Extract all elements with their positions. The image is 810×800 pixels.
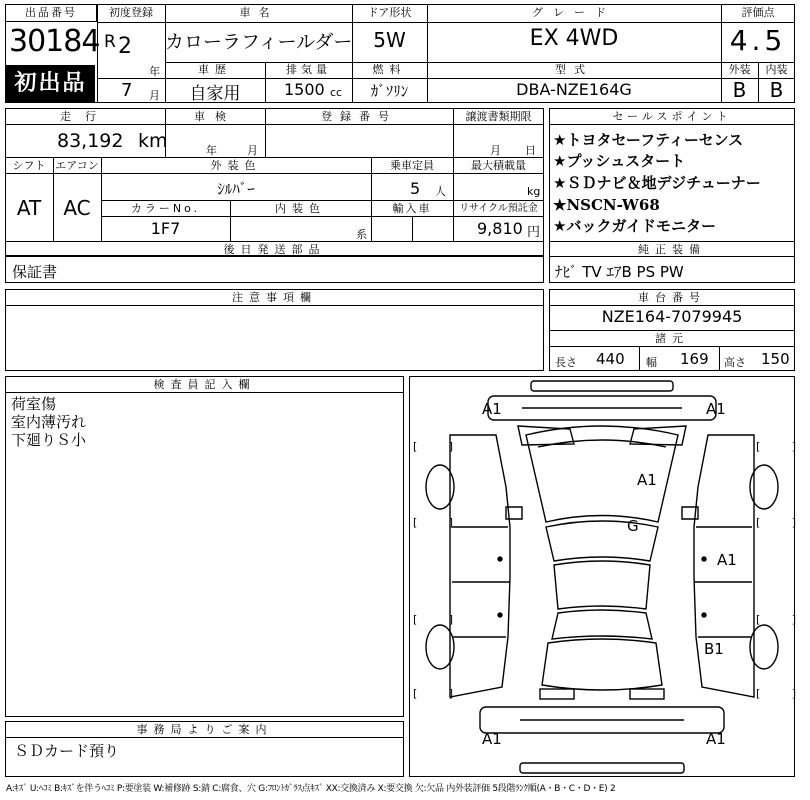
- color-no: 1F7: [150, 219, 181, 238]
- model-code-label: 型式: [555, 63, 593, 76]
- length-label: 長さ: [555, 356, 577, 369]
- reg-year-unit: 年: [149, 65, 160, 78]
- sales-point-3: ★ＳＤナビ＆地デジチューナー: [553, 174, 761, 192]
- inspector-line-1: 荷室傷: [11, 395, 57, 413]
- displacement: 1500: [284, 80, 325, 99]
- sales-point-2: ★プッシュスタート: [553, 152, 686, 170]
- transfer-day-unit: 日: [525, 144, 536, 157]
- bracket-right-1: [ ]: [756, 440, 810, 453]
- int-color-label: 内装色: [275, 202, 326, 215]
- equipment-value: ﾅﾋﾞ TV ｴｱB PS PW: [555, 263, 684, 281]
- ext-color-label: 外装色: [210, 159, 262, 172]
- bracket-left-4: [ ]: [413, 687, 468, 700]
- car-name: カローラフィールダー: [165, 31, 353, 53]
- capacity-unit: 人: [435, 185, 446, 198]
- mark-rear-right: B1: [704, 640, 724, 658]
- door-label: ドア形状: [367, 6, 412, 19]
- transfer-month-unit: 月: [490, 144, 501, 157]
- mark-rear-right-bottom: A1: [706, 730, 726, 748]
- bracket-left-3: [ ]: [413, 613, 468, 626]
- bracket-right-3: [ ]: [756, 613, 810, 626]
- reg-year: 2: [118, 34, 132, 59]
- recycle: 9,810: [477, 219, 523, 238]
- reg-month: 7: [121, 80, 133, 101]
- displacement-label: 排気量: [286, 63, 331, 76]
- bracket-left-2: [ ]: [413, 516, 468, 529]
- shift: AT: [16, 196, 42, 220]
- height: 150: [761, 350, 790, 368]
- later-parts-value-box: [5, 256, 544, 283]
- score-label: 評価点: [741, 6, 775, 19]
- model-code: DBA-NZE164G: [516, 80, 632, 99]
- dimensions-label: 諸元: [655, 332, 689, 345]
- exterior-grade: B: [732, 78, 747, 102]
- office-value: ＳＤカード預り: [14, 742, 120, 760]
- chassis-label: 車台番号: [638, 291, 706, 304]
- notes-label: 注意事項欄: [232, 291, 317, 304]
- car-damage-diagram: [410, 377, 794, 776]
- mark-glass: G: [627, 517, 639, 535]
- legend: A:ｷｽﾞ U:ﾍｺﾐ B:ｷｽﾞを伴うﾍｺﾐ P:要塗装 W:補修跡 S:錆 C:腐食、穴 G:ﾌﾛﾝﾄｶﾞﾗｽ点ｷｽﾞ XX:交換済み X:要交換 欠:欠品 内外装評価 5段階ﾗﾝｸ順(A・B・C・D・E) 2: [6, 784, 616, 794]
- shift-label: シフト: [12, 159, 46, 172]
- mileage: 83,192: [57, 130, 124, 152]
- bracket-right-2: [ ]: [756, 516, 810, 529]
- inspector-line-2: 室内薄汚れ: [11, 413, 87, 431]
- mark-right-door: A1: [717, 551, 737, 569]
- recycle-unit: 円: [527, 225, 541, 240]
- recycle-label: リサイクル預託金: [459, 203, 538, 214]
- later-parts-label: 後日発送部品: [223, 243, 326, 256]
- mark-rear-left: A1: [482, 730, 502, 748]
- score: 4.5: [729, 24, 787, 57]
- bracket-right-4: [ ]: [756, 687, 810, 700]
- mark-front-right: A1: [706, 400, 726, 418]
- load-unit: kg: [527, 185, 541, 198]
- exterior-label: 外装: [728, 63, 751, 76]
- later-parts-value: 保証書: [12, 263, 58, 281]
- load-label: 最大積載量: [471, 159, 526, 172]
- sales-point-4: ★NSCN-W68: [553, 196, 660, 214]
- sales-points-label: セールスポイント: [612, 110, 732, 123]
- width-label: 幅: [646, 356, 657, 369]
- color-no-label: カラーNo.: [130, 202, 201, 215]
- fuel-label: 燃料: [372, 63, 407, 76]
- lot-number: 30184: [9, 24, 100, 59]
- import-label: 輸入車: [392, 202, 432, 215]
- grade: EX 4WD: [529, 26, 619, 51]
- int-color-unit: 系: [356, 228, 367, 241]
- mark-roof: A1: [637, 471, 657, 489]
- lot-label: 出品番号: [25, 6, 77, 19]
- first-reg-label: 初度登録: [109, 6, 153, 19]
- inspection-label: 車検: [194, 110, 236, 123]
- mark-front-left: A1: [482, 400, 502, 418]
- history: 自家用: [189, 84, 241, 104]
- height-label: 高さ: [724, 356, 746, 369]
- ext-color: ｼﾙﾊﾞｰ: [217, 180, 255, 198]
- equipment-label: 純正装備: [638, 243, 706, 256]
- transfer-label: 譲渡書類期限: [465, 110, 532, 123]
- displacement-unit: cc: [330, 86, 343, 99]
- grade-label: グレード: [532, 6, 616, 19]
- door-type: 5W: [373, 28, 406, 52]
- interior-label: 内装: [765, 63, 788, 76]
- history-label: 車歴: [198, 63, 232, 76]
- fuel: ｶﾞｿﾘﾝ: [370, 82, 409, 100]
- inspector-line-3: 下廻りＳ小: [11, 431, 87, 449]
- inspection-year-unit: 年: [206, 144, 217, 157]
- sales-point-5: ★バックガイドモニター: [553, 217, 716, 235]
- reg-month-unit: 月: [149, 89, 160, 102]
- inspection-month-unit: 月: [247, 144, 258, 157]
- interior-grade: B: [769, 78, 784, 102]
- capacity-label: 乗車定員: [390, 159, 434, 172]
- inspector-label: 検査員記入欄: [153, 378, 256, 391]
- ac-label: エアコン: [55, 159, 99, 172]
- reg-number-label: 登録番号: [321, 110, 397, 123]
- ac: AC: [63, 196, 91, 220]
- length: 440: [596, 350, 625, 368]
- bracket-left-1: [ ]: [413, 440, 468, 453]
- capacity: 5: [410, 179, 421, 198]
- chassis-number: NZE164-7079945: [601, 307, 743, 326]
- office-label: 事務局よりご案内: [136, 723, 273, 736]
- width: 169: [680, 350, 709, 368]
- car-name-label: 車名: [239, 6, 278, 19]
- first-listing-badge: 初出品: [6, 65, 95, 102]
- mileage-unit: km: [138, 130, 168, 152]
- era: R: [104, 32, 116, 52]
- sales-point-1: ★トヨタセーフティーセンス: [553, 131, 744, 149]
- mileage-label: 走行: [60, 110, 110, 123]
